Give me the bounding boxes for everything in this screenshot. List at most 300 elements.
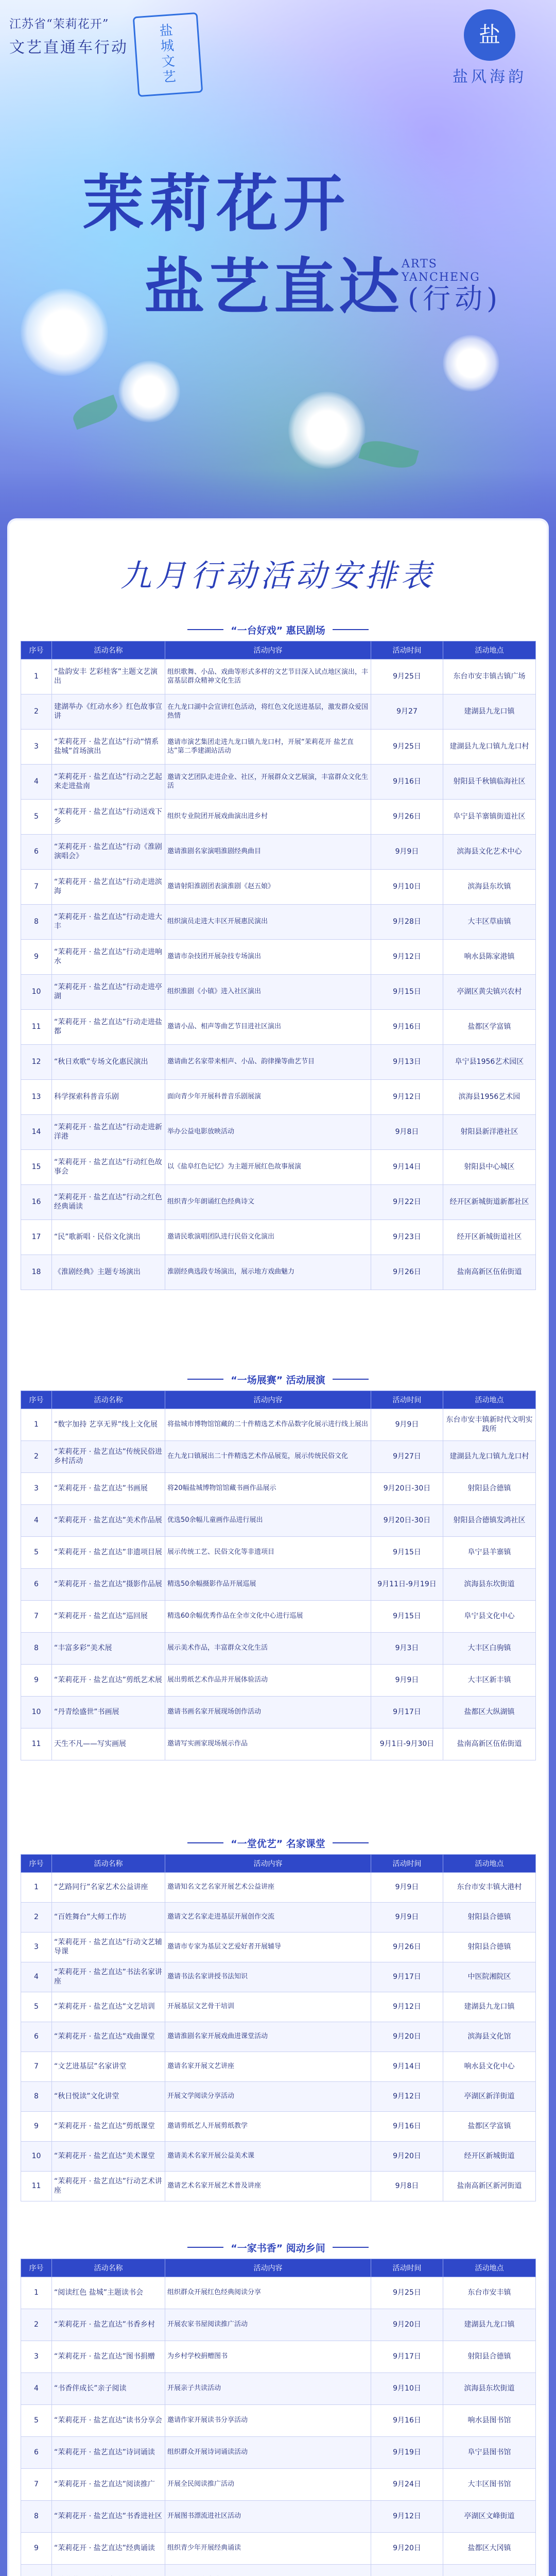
table-row: [21, 2469, 536, 2501]
activity-time: 9月13日: [371, 1045, 443, 1080]
column-header: 序号: [21, 2259, 52, 2277]
activity-name: “茉莉花开 · 盐艺直达”行动走进大丰: [52, 905, 165, 940]
activity-name: “秋日悦读”文化讲堂: [52, 2082, 165, 2112]
activity-time: 9月14日: [371, 1150, 443, 1185]
table-row: [21, 694, 536, 730]
activity-time: 9月26日: [371, 1255, 443, 1290]
activity-location: [443, 2565, 536, 2576]
row-number: 5: [21, 1537, 52, 1569]
activity-content: 优选50余幅儿童画作品进行展出: [165, 1505, 371, 1537]
row-number: 4: [21, 765, 52, 800]
column-header: 序号: [21, 641, 52, 659]
column-header: 活动名称: [52, 641, 165, 659]
activity-content: 为乡村学校捐赠图书: [165, 2341, 371, 2373]
activity-location: 东台市安丰镇: [443, 2277, 536, 2309]
activity-content: 组织演员走进大丰区开展惠民演出: [165, 905, 371, 940]
activity-content: 邀请民歌演唱团队进行民俗文化演出: [165, 1220, 371, 1255]
table-row: [21, 2437, 536, 2469]
activity-name: “茉莉花开 · 盐艺直达”行动之艺起来走进盐南: [52, 765, 165, 800]
row-number: 3: [21, 1933, 52, 1962]
activity-content: 开展文学阅读分享活动: [165, 2082, 371, 2112]
activity-location: 经开区新城街道社区: [443, 1220, 536, 1255]
table-row: [21, 1473, 536, 1505]
activity-time: 9月20日-30日: [371, 1505, 443, 1537]
activity-time: 9月15日: [371, 975, 443, 1010]
activity-time: 9月25日: [371, 2277, 443, 2309]
activity-name: “茉莉花开 · 盐艺直达”阅读推广: [52, 2469, 165, 2501]
row-number: 5: [21, 1992, 52, 2022]
activity-content: 邀请知名文艺名家开展艺术公益讲座: [165, 1873, 371, 1903]
table-row: [21, 2082, 536, 2112]
schedule-section: [21, 1832, 535, 2201]
row-number: [21, 2565, 52, 2576]
activity-time: 9月20日-30日: [371, 1473, 443, 1505]
activity-location: 阜宁县图书馆: [443, 2437, 536, 2469]
activity-time: 9月15日: [371, 1601, 443, 1633]
activity-time: 9月16日: [371, 2112, 443, 2142]
activity-name: “茉莉花开 · 盐艺直达”书画展: [52, 1473, 165, 1505]
table-row: [21, 1115, 536, 1150]
activity-name: “数字加持 艺享无界”线上文化展: [52, 1409, 165, 1441]
row-number: 8: [21, 1633, 52, 1665]
activity-location: 阜宁县1956艺术园区: [443, 1045, 536, 1080]
leaf-decoration: [70, 395, 120, 430]
activity-content: 举办公益电影放映活动: [165, 1115, 371, 1150]
table-row: [21, 2341, 536, 2373]
activity-name: “茉莉花开 · 盐艺直达”行动走进盐都: [52, 1010, 165, 1045]
activity-content: 展示美术作品，丰富群众文化生活: [165, 1633, 371, 1665]
activity-location: 阜宁县文化中心: [443, 1601, 536, 1633]
row-number: 2: [21, 1441, 52, 1473]
activity-name: “茉莉花开 · 盐艺直达”行动红色故事会: [52, 1150, 165, 1185]
row-number: 7: [21, 2052, 52, 2082]
table-row: [21, 870, 536, 905]
table-row: [21, 730, 536, 765]
schedule-section: [21, 1368, 535, 1760]
activity-location: 亭湖区新洋街道: [443, 2082, 536, 2112]
section-heading: “一场展赛” 活动展演: [21, 1368, 535, 1391]
table-row: [21, 1665, 536, 1697]
row-number: 6: [21, 2437, 52, 2469]
arts-tag: ARTS YANCHENG: [402, 258, 480, 284]
row-number: 3: [21, 1473, 52, 1505]
activity-name: 天生不凡——写实画展: [52, 1728, 165, 1760]
activity-content: 开展基层文艺骨干培训: [165, 1992, 371, 2022]
activity-name: [52, 2565, 165, 2576]
activity-name: “茉莉花开 · 盐艺直达”文艺培训: [52, 1992, 165, 2022]
activity-name: “茉莉花开 · 盐艺直达”诗词诵读: [52, 2437, 165, 2469]
activity-time: 9月12日: [371, 940, 443, 975]
schedule-table: [21, 1391, 536, 1760]
activity-time: 9月19日: [371, 2437, 443, 2469]
column-header: 活动内容: [165, 2259, 371, 2277]
activity-name: “艺路同行”名家艺术公益讲座: [52, 1873, 165, 1903]
activity-content: 邀请射阳淮剧团表演淮剧《赵五娘》: [165, 870, 371, 905]
table-row: [21, 2565, 536, 2576]
activity-name: “茉莉花开 · 盐艺直达”剪纸课堂: [52, 2112, 165, 2142]
activity-content: 邀请淮剧名家演唱淮剧经典曲目: [165, 835, 371, 870]
table-row: [21, 1505, 536, 1537]
activity-content: 开展亲子共读活动: [165, 2373, 371, 2405]
row-number: 7: [21, 870, 52, 905]
row-number: 7: [21, 1601, 52, 1633]
activity-time: 9月17日: [371, 2341, 443, 2373]
seal-logo: 盐 城 文 艺: [133, 12, 203, 97]
table-row: [21, 1728, 536, 1760]
activity-name: “茉莉花开 · 盐艺直达”图书捐赠: [52, 2341, 165, 2373]
activity-location: 盐都区大冈镇: [443, 2533, 536, 2565]
table-row: [21, 975, 536, 1010]
activity-location: 射阳县合德镇发鸿社区: [443, 1505, 536, 1537]
activity-location: 射阳县合德镇: [443, 1933, 536, 1962]
table-row: [21, 1933, 536, 1962]
column-header: 活动时间: [371, 641, 443, 659]
activity-location: 盐南高新区伍佑街道: [443, 1255, 536, 1290]
row-number: 5: [21, 2405, 52, 2437]
row-number: 10: [21, 975, 52, 1010]
activity-content: 将20幅盐城博物馆馆藏书画作品展示: [165, 1473, 371, 1505]
activity-content: 邀请书法名家讲授书法知识: [165, 1962, 371, 1992]
activity-time: 9月16日: [371, 765, 443, 800]
activity-location: 东台市安丰镇大港村: [443, 1873, 536, 1903]
activity-content: 精选60余幅优秀作品在全市文化中心进行巡展: [165, 1601, 371, 1633]
activity-location: 经开区新城街道: [443, 2142, 536, 2172]
table-row: [21, 2501, 536, 2533]
activity-name: “茉莉花开 · 盐艺直达”行动艺术讲座: [52, 2172, 165, 2201]
column-header: 序号: [21, 1391, 52, 1409]
hero-title: [82, 155, 501, 326]
table-row: [21, 905, 536, 940]
row-number: 2: [21, 2309, 52, 2341]
table-row: [21, 2172, 536, 2201]
table-row: [21, 1633, 536, 1665]
activity-time: 9月20日: [371, 2142, 443, 2172]
activity-content: 邀请书画名家开展现场创作活动: [165, 1697, 371, 1728]
column-header: 活动地点: [443, 2259, 536, 2277]
activity-name: “百姓舞台”大师工作坊: [52, 1903, 165, 1933]
section-heading: “一堂优艺” 名家课堂: [21, 1832, 535, 1854]
activity-name: “茉莉花开 · 盐艺直达”戏曲课堂: [52, 2022, 165, 2052]
table-row: [21, 2142, 536, 2172]
row-number: 9: [21, 2533, 52, 2565]
activity-location: 建湖县九龙口镇九龙口村: [443, 730, 536, 765]
table-row: [21, 1537, 536, 1569]
table-row: [21, 1409, 536, 1441]
activity-location: 经开区新城街道新都社区: [443, 1185, 536, 1220]
activity-time: 9月20日: [371, 2022, 443, 2052]
column-header: 活动时间: [371, 1855, 443, 1873]
activity-time: 9月9日: [371, 1409, 443, 1441]
activity-time: 9月10日: [371, 2373, 443, 2405]
activity-content: [165, 2565, 371, 2576]
campaign-name-line1: 江苏省“茉莉花开”: [9, 18, 109, 31]
activity-time: 9月15日: [371, 1537, 443, 1569]
jasmine-flower-decoration: [443, 335, 499, 392]
table-row: [21, 2112, 536, 2142]
row-number: 4: [21, 1962, 52, 1992]
column-header: 活动时间: [371, 2259, 443, 2277]
activity-name: “茉莉花开 · 盐艺直达”书法名家讲座: [52, 1962, 165, 1992]
activity-time: [371, 2565, 443, 2576]
activity-content: 展示传统工艺、民俗文化等非遗项目: [165, 1537, 371, 1569]
activity-time: 9月20日: [371, 2533, 443, 2565]
column-header: 活动地点: [443, 1855, 536, 1873]
column-header: 活动时间: [371, 1391, 443, 1409]
activity-location: 响水县陈家港镇: [443, 940, 536, 975]
activity-name: “茉莉花开 · 盐艺直达”行动送戏下乡: [52, 800, 165, 835]
activity-content: 组织歌舞、小品、戏曲等形式多样的文艺节目深入试点地区演出，丰富基层群众精神文化生活: [165, 659, 371, 694]
table-row: [21, 2373, 536, 2405]
column-header: 活动内容: [165, 1855, 371, 1873]
table-row: [21, 1045, 536, 1080]
row-number: 6: [21, 835, 52, 870]
table-row: [21, 835, 536, 870]
table-row: [21, 1150, 536, 1185]
activity-content: 邀请市杂技团开展杂技专场演出: [165, 940, 371, 975]
activity-content: 组织专业院团开展戏曲演出进乡村: [165, 800, 371, 835]
activity-time: 9月8日: [371, 1115, 443, 1150]
table-row: [21, 1569, 536, 1601]
activity-location: 大丰区图书馆: [443, 2469, 536, 2501]
activity-name: “茉莉花开 · 盐艺直达”非遗项目展: [52, 1537, 165, 1569]
activity-time: 9月17日: [371, 1697, 443, 1728]
row-number: 11: [21, 1728, 52, 1760]
activity-time: 9月23日: [371, 1220, 443, 1255]
activity-time: 9月11日-9月19日: [371, 1569, 443, 1601]
activity-content: 组织青少年朗诵红色经典诗文: [165, 1185, 371, 1220]
table-row: [21, 1080, 536, 1115]
row-number: 17: [21, 1220, 52, 1255]
activity-content: 将盐城市博物馆馆藏的二十件精选艺术作品数字化展示进行线上展出: [165, 1409, 371, 1441]
row-number: 11: [21, 2172, 52, 2201]
activity-location: 盐南高新区新河街道: [443, 2172, 536, 2201]
activity-time: 9月16日: [371, 1010, 443, 1045]
activity-name: “茉莉花开 · 盐艺直达”行动之红色经典诵读: [52, 1185, 165, 1220]
brand-name: 盐风海韵: [453, 68, 527, 86]
table-row: [21, 2405, 536, 2437]
row-number: 4: [21, 1505, 52, 1537]
activity-time: 9月9日: [371, 835, 443, 870]
table-row: [21, 659, 536, 694]
activity-name: 《淮剧经典》主题专场演出: [52, 1255, 165, 1290]
schedule-table: [21, 2259, 536, 2576]
activity-content: 邀请写实画家现场展示作品: [165, 1728, 371, 1760]
activity-location: 响水县图书馆: [443, 2405, 536, 2437]
table-row: [21, 1992, 536, 2022]
row-number: 10: [21, 1697, 52, 1728]
row-number: 10: [21, 2142, 52, 2172]
activity-content: 邀请美术名家开展公益美术课: [165, 2142, 371, 2172]
activity-location: 盐都区大纵湖镇: [443, 1697, 536, 1728]
activity-location: 大丰区草庙镇: [443, 905, 536, 940]
table-row: [21, 1441, 536, 1473]
column-header: 活动地点: [443, 641, 536, 659]
table-row: [21, 1962, 536, 1992]
activity-time: 9月26日: [371, 1933, 443, 1962]
activity-location: 滨海县1956艺术园: [443, 1080, 536, 1115]
hero-title-action: (行动): [408, 282, 502, 315]
activity-name: “秋日欢歌”专场文化惠民演出: [52, 1045, 165, 1080]
activity-content: 邀请艺术名家开展艺术普及讲座: [165, 2172, 371, 2201]
activity-time: 9月28日: [371, 905, 443, 940]
row-number: 9: [21, 2112, 52, 2142]
table-row: [21, 765, 536, 800]
jasmine-flower-decoration: [288, 392, 366, 469]
schedule-section: [21, 2236, 535, 2576]
row-number: 2: [21, 1903, 52, 1933]
activity-time: 9月14日: [371, 2052, 443, 2082]
activity-content: 邀请作家开展读书分享活动: [165, 2405, 371, 2437]
activity-time: 9月27日: [371, 1441, 443, 1473]
row-number: 3: [21, 2341, 52, 2373]
section-heading: “一家书香” 阅动乡间: [21, 2236, 535, 2259]
activity-content: 邀请小品、相声等曲艺节目进社区演出: [165, 1010, 371, 1045]
row-number: 8: [21, 2082, 52, 2112]
activity-content: 淮剧经典选段专场演出，展示地方戏曲魅力: [165, 1255, 371, 1290]
activity-location: 射阳县合德镇: [443, 1903, 536, 1933]
row-number: 8: [21, 905, 52, 940]
activity-name: “茉莉花开 · 盐艺直达”行动走进亭湖: [52, 975, 165, 1010]
activity-time: 9月3日: [371, 1633, 443, 1665]
activity-content: 邀请文艺团队走进企业、社区，开展群众文艺展演，丰富群众文化生活: [165, 765, 371, 800]
activity-content: 邀请市专家为基层文艺爱好者开展辅导: [165, 1933, 371, 1962]
activity-name: “盐韵安丰 艺彩桂客”主题文艺演出: [52, 659, 165, 694]
schedule-section: [21, 618, 535, 1290]
activity-name: “茉莉花开 · 盐艺直达”行动文艺辅导课: [52, 1933, 165, 1962]
activity-name: “茉莉花开 · 盐艺直达”行动“情系盐城”首场演出: [52, 730, 165, 765]
table-row: [21, 1697, 536, 1728]
activity-location: 建湖县九龙口镇: [443, 1992, 536, 2022]
activity-name: “书香伴成长”亲子阅读: [52, 2373, 165, 2405]
column-header: 活动名称: [52, 1855, 165, 1873]
activity-time: 9月22日: [371, 1185, 443, 1220]
activity-name: “丹青绘盛世”书画展: [52, 1697, 165, 1728]
activity-location: 射阳县合德镇: [443, 1473, 536, 1505]
activity-location: 射阳县千秋镇临海社区: [443, 765, 536, 800]
activity-time: 9月25日: [371, 730, 443, 765]
schedule-table: [21, 641, 536, 1290]
activity-location: 中医院湘院区: [443, 1962, 536, 1992]
activity-name: “茉莉花开 · 盐艺直达”摄影作品展: [52, 1569, 165, 1601]
leaf-decoration: [358, 436, 419, 473]
activity-time: 9月27: [371, 694, 443, 730]
row-number: 7: [21, 2469, 52, 2501]
activity-content: 精选50余幅摄影作品开展巡展: [165, 1569, 371, 1601]
jasmine-flower-decoration: [118, 361, 180, 422]
hero-title-line2: 盐艺直达: [144, 251, 404, 323]
activity-time: 9月9日: [371, 1873, 443, 1903]
row-number: 9: [21, 1665, 52, 1697]
activity-content: 面向青少年开展科普音乐剧展演: [165, 1080, 371, 1115]
activity-location: 滨海县文化馆: [443, 2022, 536, 2052]
table-row: [21, 1010, 536, 1045]
activity-location: 东台市安丰镇新时代文明实践所: [443, 1409, 536, 1441]
activity-content: 开展农家书屋阅读推广活动: [165, 2309, 371, 2341]
activity-time: 9月12日: [371, 1080, 443, 1115]
row-number: 15: [21, 1150, 52, 1185]
activity-content: 在九龙口湖中会宣讲红色活动，将红色文化送进基层，激发群众爱国热情: [165, 694, 371, 730]
activity-name: “茉莉花开 · 盐艺直达”传统民俗进乡村活动: [52, 1441, 165, 1473]
hero-title-line1: 茉莉花开: [82, 167, 350, 240]
activity-location: 盐南高新区伍佑街道: [443, 1728, 536, 1760]
activity-time: 9月17日: [371, 1962, 443, 1992]
activity-time: 9月1日-9月30日: [371, 1728, 443, 1760]
activity-content: 组织淮剧《小镇》进入社区演出: [165, 975, 371, 1010]
activity-name: “茉莉花开 · 盐艺直达”书香乡村: [52, 2309, 165, 2341]
activity-name: “茉莉花开 · 盐艺直达”经典诵读: [52, 2533, 165, 2565]
table-row: [21, 2309, 536, 2341]
row-number: 8: [21, 2501, 52, 2533]
column-header: 活动名称: [52, 1391, 165, 1409]
activity-time: 9月10日: [371, 870, 443, 905]
table-row: [21, 1873, 536, 1903]
table-row: [21, 940, 536, 975]
schedule-title: 九月行动活动安排表: [120, 558, 436, 594]
row-number: 14: [21, 1115, 52, 1150]
activity-time: 9月20日: [371, 2309, 443, 2341]
activity-location: 盐都区学富镇: [443, 2112, 536, 2142]
row-number: 16: [21, 1185, 52, 1220]
activity-location: 滨海县东坎街道: [443, 1569, 536, 1601]
activity-location: 建湖县九龙口镇九龙口村: [443, 1441, 536, 1473]
schedule-card: [9, 520, 547, 2576]
activity-location: 射阳县中心城区: [443, 1150, 536, 1185]
activity-location: 亭湖区黄尖镇兴农村: [443, 975, 536, 1010]
column-header: 活动地点: [443, 1391, 536, 1409]
activity-location: 建湖县九龙口镇: [443, 694, 536, 730]
activity-location: 建湖县九龙口镇: [443, 2309, 536, 2341]
activity-name: 科学探索科普音乐剧: [52, 1080, 165, 1115]
row-number: 6: [21, 1569, 52, 1601]
activity-content: 在九龙口镇展出二十件精选艺术作品展览，展示传统民俗文化: [165, 1441, 371, 1473]
activity-location: 射阳县新洋港社区: [443, 1115, 536, 1150]
activity-location: 大丰区新丰镇: [443, 1665, 536, 1697]
activity-location: 阜宁县羊寨镇: [443, 1537, 536, 1569]
activity-location: 亭湖区文峰街道: [443, 2501, 536, 2533]
activity-name: “茉莉花开 · 盐艺直达”美术课堂: [52, 2142, 165, 2172]
activity-location: 盐都区学富镇: [443, 1010, 536, 1045]
table-row: [21, 1601, 536, 1633]
campaign-name-line2: 文艺直通车行动: [9, 39, 128, 57]
activity-name: “茉莉花开 · 盐艺直达”行动走进新洋港: [52, 1115, 165, 1150]
activity-time: 9月12日: [371, 1992, 443, 2022]
column-header: 序号: [21, 1855, 52, 1873]
activity-content: 以《盐阜红色记忆》为主题开展红色故事展演: [165, 1150, 371, 1185]
activity-content: 组织群众开展红色经典阅读分享: [165, 2277, 371, 2309]
activity-content: 组织青少年开展经典诵读: [165, 2533, 371, 2565]
activity-time: 9月9日: [371, 1665, 443, 1697]
activity-time: 9月9日: [371, 1903, 443, 1933]
activity-name: “阅读红色 盐城”主题读书会: [52, 2277, 165, 2309]
row-number: 12: [21, 1045, 52, 1080]
row-number: 4: [21, 2373, 52, 2405]
table-row: [21, 800, 536, 835]
brand-logo: [441, 9, 538, 87]
activity-time: 9月26日: [371, 800, 443, 835]
activity-location: 滨海县东坎街道: [443, 2373, 536, 2405]
activity-time: 9月24日: [371, 2469, 443, 2501]
row-number: 2: [21, 694, 52, 730]
activity-time: 9月12日: [371, 2082, 443, 2112]
activity-name: “茉莉花开 · 盐艺直达”行动走进滨海: [52, 870, 165, 905]
table-row: [21, 2052, 536, 2082]
column-header: 活动内容: [165, 1391, 371, 1409]
row-number: 5: [21, 800, 52, 835]
activity-location: 滨海县东坎镇: [443, 870, 536, 905]
activity-content: 邀请淮剧名家开展戏曲进课堂活动: [165, 2022, 371, 2052]
activity-name: “茉莉花开 · 盐艺直达”巡回展: [52, 1601, 165, 1633]
activity-location: 东台市安丰镇古镇广场: [443, 659, 536, 694]
